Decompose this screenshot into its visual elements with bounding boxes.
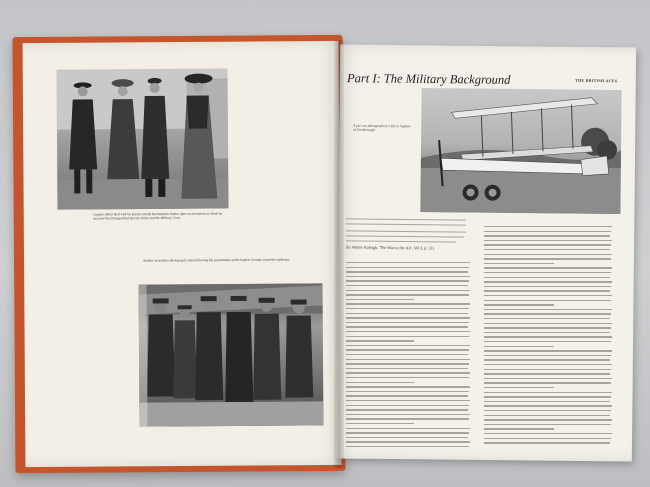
text-line (346, 386, 470, 387)
text-line (346, 446, 469, 447)
text-line (484, 304, 554, 305)
text-line (346, 405, 469, 406)
text-line (346, 377, 469, 378)
text-line (346, 326, 468, 327)
text-line (484, 263, 554, 264)
text-line (346, 409, 468, 410)
text-line (484, 300, 611, 301)
text-line (484, 226, 612, 227)
text-line (346, 363, 469, 364)
text-line (346, 437, 468, 438)
text-line (346, 340, 414, 341)
text-line (484, 419, 612, 420)
text-line (484, 267, 612, 268)
text-line (484, 410, 611, 411)
text-line (346, 262, 470, 263)
text-line (484, 332, 610, 333)
text-line (346, 359, 470, 360)
text-line (484, 364, 612, 365)
text-line (484, 396, 611, 397)
quotation-attribution: Sir Walter Raleigh, 'The War in the Air', Vol I, p. 111 (345, 244, 435, 251)
text-line (346, 290, 470, 291)
text-line (484, 442, 610, 443)
text-line (346, 336, 469, 337)
text-line (346, 441, 470, 442)
text-line (484, 428, 554, 429)
family-group-photo (57, 68, 229, 209)
text-line (484, 433, 612, 434)
text-line (484, 373, 610, 374)
text-line (346, 308, 469, 309)
text-line (484, 341, 611, 342)
text-line (484, 359, 610, 360)
text-line (484, 415, 610, 416)
text-line (484, 258, 611, 259)
text-line (484, 378, 612, 379)
text-line (346, 299, 414, 300)
text-line (484, 401, 610, 402)
text-line (346, 303, 470, 304)
officers-group-photo (139, 283, 324, 426)
text-line (346, 395, 468, 396)
text-line (346, 345, 470, 346)
text-line (346, 391, 469, 392)
text-line (484, 318, 610, 319)
text-line (346, 418, 469, 419)
text-line (346, 313, 468, 314)
text-line (346, 432, 469, 433)
text-line (484, 286, 611, 287)
top-photo-caption: Captain Albert Ball with his family outside Buckingham Palace after an investiture at which he received the Distinguished Service Order and the Military Cross (92, 211, 223, 221)
text-line (484, 235, 610, 236)
text-line (484, 369, 611, 370)
text-line (484, 244, 611, 245)
text-line (346, 428, 470, 429)
text-line (484, 295, 612, 296)
text-line (346, 271, 468, 272)
text-line (484, 323, 612, 324)
text-line (484, 387, 554, 388)
text-line (484, 424, 611, 425)
text-line (484, 272, 611, 273)
text-line (484, 355, 611, 356)
biplane-photo (420, 88, 621, 214)
text-line (484, 438, 611, 439)
text-line (346, 317, 470, 318)
text-line (484, 290, 610, 291)
page-number-right: · (484, 449, 486, 454)
aircraft-photo-caption: A pre-war photograph of a B.E.2c biplane at Farnborough (353, 123, 411, 133)
text-line (484, 327, 611, 328)
running-header: THE BRITISH ACES (574, 77, 618, 84)
text-line (346, 372, 470, 373)
text-line (484, 336, 612, 337)
part-heading: Part I: The Military Background (346, 71, 511, 87)
text-line (346, 280, 469, 281)
text-line (346, 400, 470, 401)
text-line (484, 281, 612, 282)
text-line (346, 414, 470, 415)
text-line (484, 392, 612, 393)
text-line (346, 354, 468, 355)
text-line (346, 349, 469, 350)
text-line (346, 382, 414, 383)
bottom-photo-caption: Another investiture photograph, taken following the presentation of the highest German award for gallantry (142, 257, 290, 263)
page-number-left: · (180, 454, 182, 459)
text-line (484, 350, 612, 351)
text-line (484, 382, 611, 383)
text-line (484, 277, 610, 278)
text-line (346, 322, 469, 323)
text-line (484, 240, 612, 241)
book-gutter (334, 40, 344, 468)
text-line (484, 254, 612, 255)
text-line (484, 405, 612, 406)
text-line (346, 368, 468, 369)
text-line (484, 313, 611, 314)
text-line (484, 346, 554, 347)
text-line (346, 276, 470, 277)
text-line (346, 331, 470, 332)
text-line (484, 309, 612, 310)
text-line (346, 285, 468, 286)
text-line (346, 267, 469, 268)
text-line (484, 249, 610, 250)
text-line (346, 423, 414, 424)
text-line (346, 294, 469, 295)
text-line (484, 231, 611, 232)
